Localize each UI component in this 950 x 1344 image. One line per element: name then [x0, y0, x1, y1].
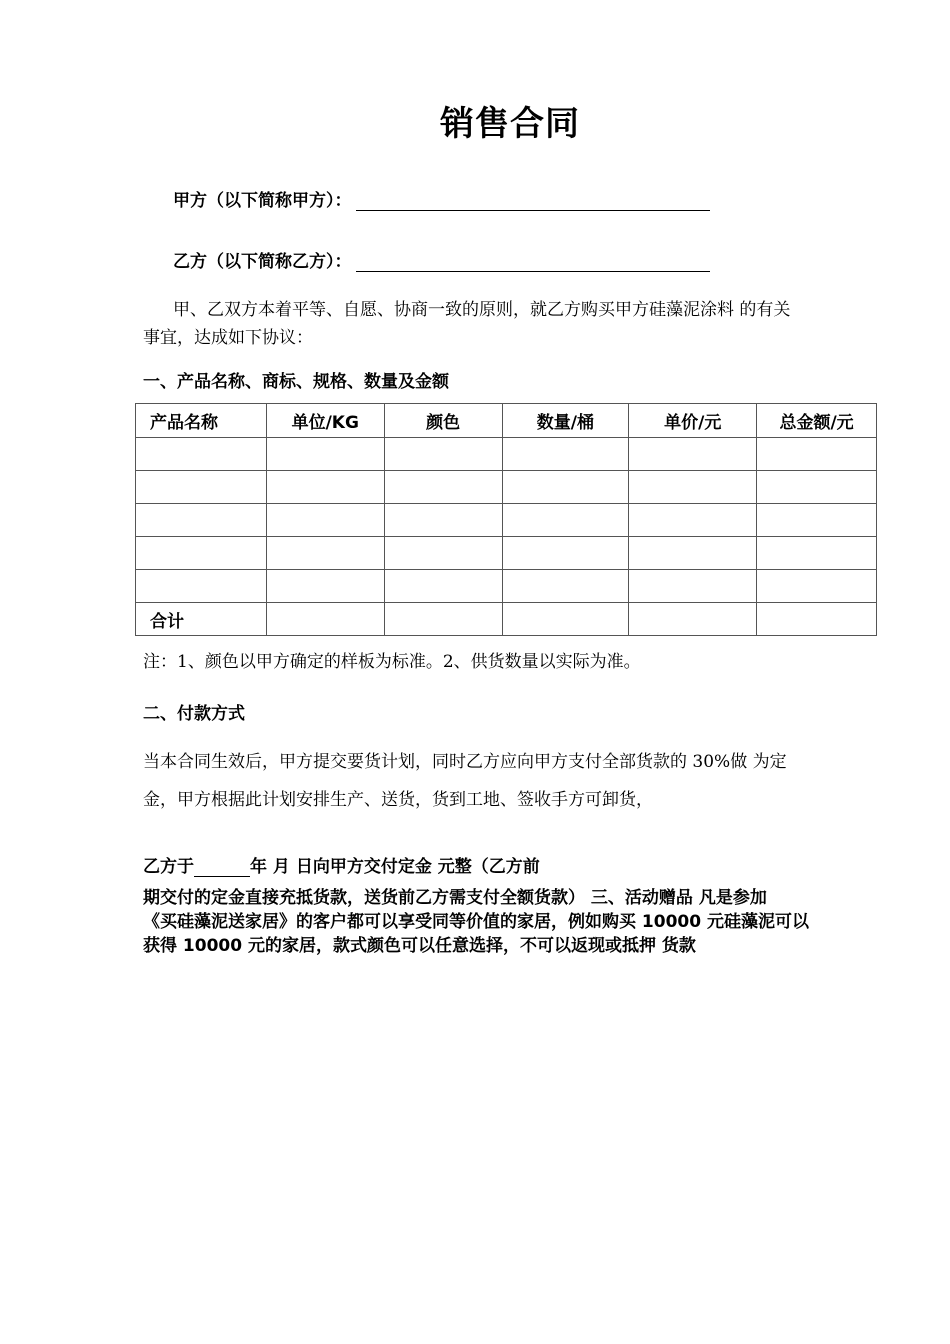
header-quantity: 数量/桶: [502, 404, 629, 438]
header-product-name: 产品名称: [136, 404, 267, 438]
header-unit-price: 单价/元: [629, 404, 757, 438]
gift-line-1: 期交付的定金直接充抵货款，送货前乙方需支付全额货款） 三、活动赠品 凡是参加: [143, 888, 767, 908]
section-2-heading: 二、付款方式: [143, 704, 245, 724]
goods-table: [135, 403, 877, 636]
deposit-prefix: 乙方于: [143, 857, 194, 877]
intro-line-1: 甲、乙双方本着平等、自愿、协商一致的原则，就乙方购买甲方硅藻泥涂料 的有关: [173, 300, 791, 320]
section-1-heading: 一、产品名称、商标、规格、数量及金额: [143, 372, 449, 392]
page-title: 销售合同: [440, 104, 580, 144]
payment-line-2: 金，甲方根据此计划安排生产、送货，货到工地、签收手方可卸货，: [143, 790, 653, 810]
header-color: 颜色: [384, 404, 502, 438]
table-note: 注：1、颜色以甲方确定的样板为标准。2、供货数量以实际为准。: [143, 652, 641, 672]
table-row: [136, 438, 877, 471]
party-b-label: 乙方（以下简称乙方）：: [173, 252, 352, 272]
party-b-blank: [356, 253, 710, 272]
intro-line-2: 事宜，达成如下协议：: [143, 328, 313, 348]
table-row: [136, 471, 877, 504]
total-label: 合计: [136, 603, 267, 636]
party-a-label: 甲方（以下简称甲方）：: [173, 191, 352, 211]
table-total-row: [136, 603, 877, 636]
gift-line-3: 获得 10000 元的家居，款式颜色可以任意选择，不可以返现或抵押 货款: [143, 936, 696, 956]
table-row: [136, 504, 877, 537]
gift-line-2: 《买硅藻泥送家居》的客户都可以享受同等价值的家居，例如购买 10000 元硅藻泥可以: [143, 912, 809, 932]
deposit-year-blank: [194, 860, 250, 877]
party-a-blank: [356, 192, 710, 211]
table-header-row: [136, 404, 877, 438]
payment-line-1: 当本合同生效后，甲方提交要货计划，同时乙方应向甲方支付全部货款的 30%做 为定: [143, 752, 787, 772]
party-a-line: [173, 186, 710, 211]
gift-paragraph: [143, 886, 883, 958]
header-total-amount: 总金额/元: [757, 404, 877, 438]
header-unit: 单位/KG: [266, 404, 384, 438]
deposit-line: [143, 852, 540, 877]
table-row: [136, 537, 877, 570]
table-row: [136, 570, 877, 603]
party-b-line: [173, 247, 710, 272]
deposit-suffix: 年 月 日向甲方交付定金 元整（乙方前: [250, 857, 540, 877]
